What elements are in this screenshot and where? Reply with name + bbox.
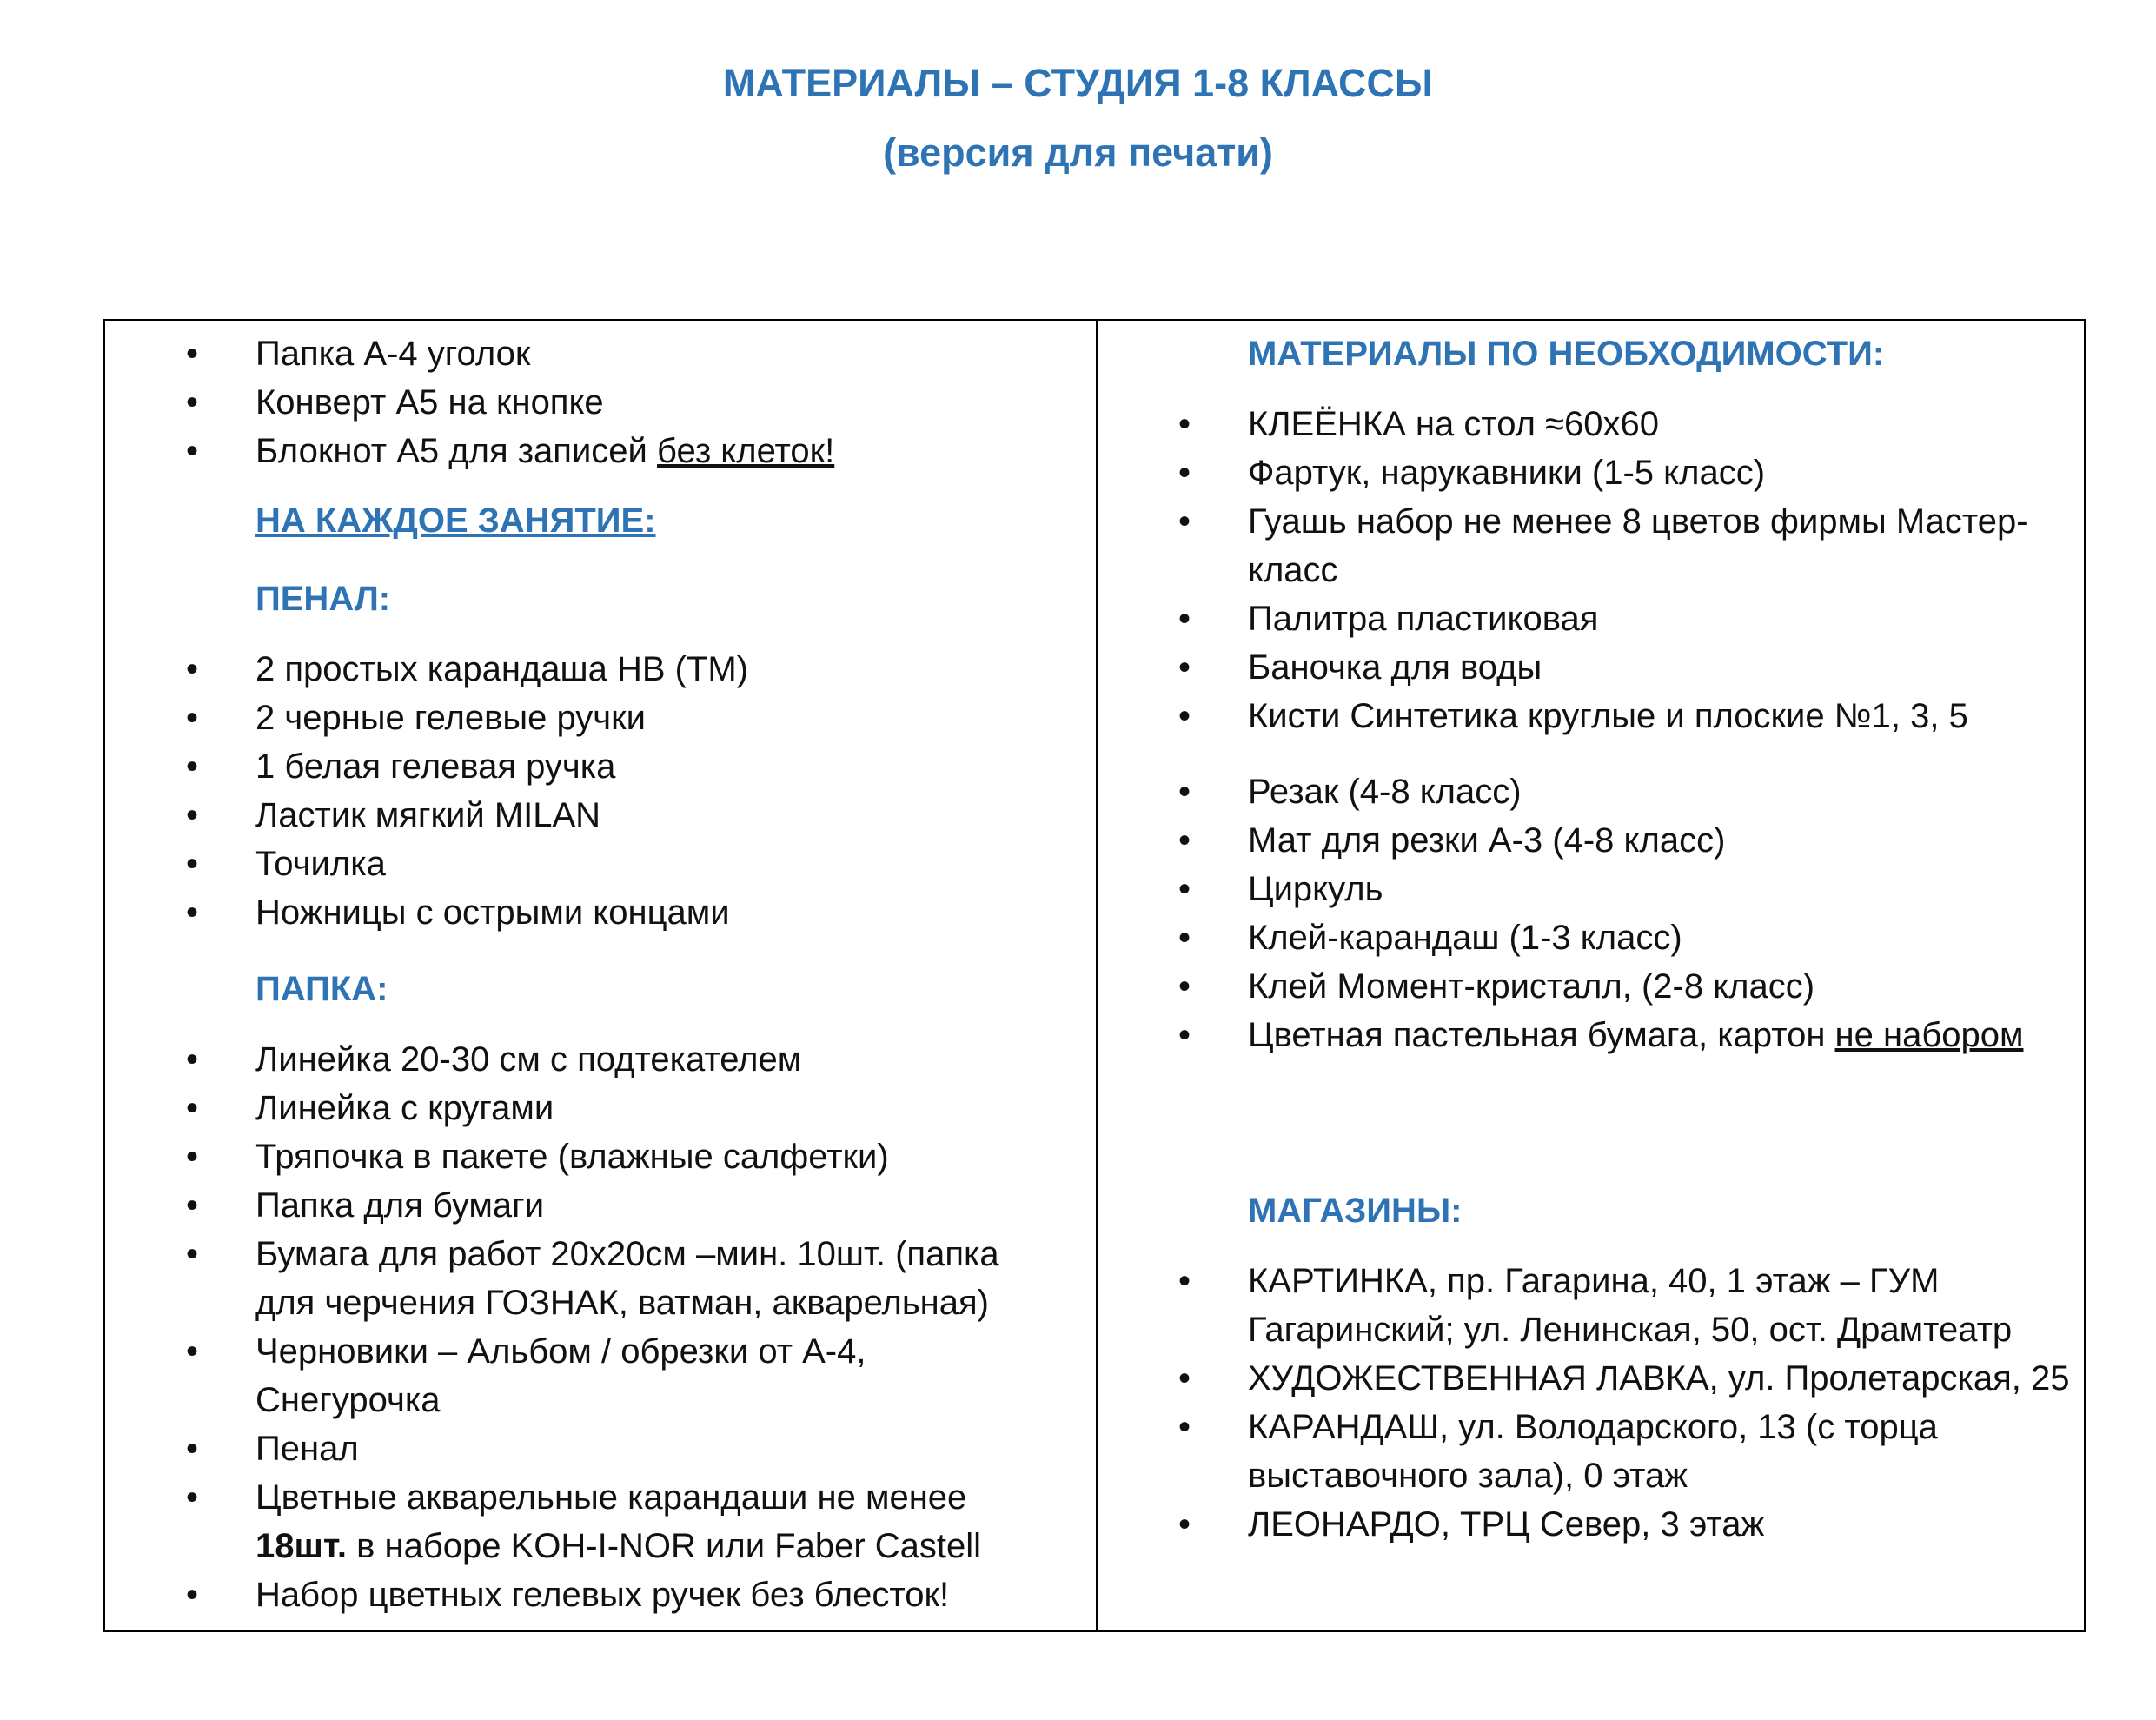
list-item: • Бумага для работ 20х20см –мин. 10шт. (папка для черчения ГОЗНАК, ватман, акварельная) (105, 1230, 1009, 1327)
list-item: • 2 черные гелевые ручки (105, 694, 1096, 742)
shops-heading: МАГАЗИНЫ: (1248, 1192, 1463, 1230)
list-item (105, 1473, 1009, 1571)
each-lesson-heading: НА КАЖДОЕ ЗАНЯТИЕ: (255, 501, 656, 540)
page-subtitle: (версия для печати) (883, 130, 1273, 175)
list-item: • Гуашь набор не менее 8 цветов фирмы Мастер-класс (1098, 497, 2071, 594)
list-item: • ЛЕОНАРДО, ТРЦ Север, 3 этаж (1098, 1500, 2080, 1549)
page-title: МАТЕРИАЛЫ – СТУДИЯ 1-8 КЛАССЫ (722, 61, 1434, 105)
list-item: • Набор цветных гелевых ручек без блесток! (105, 1571, 1009, 1619)
list-item (105, 427, 1096, 475)
notebook-text: Блокнот А5 для записей (255, 432, 658, 470)
list-item: • ХУДОЖЕСТВЕННАЯ ЛАВКА, ул. Пролетарская, 25 (1098, 1354, 2080, 1403)
penal-heading: ПЕНАЛ: (255, 580, 391, 618)
pencils-brands: в наборе KOH-I-NOR или Faber Castell (347, 1527, 982, 1565)
list-item: • Линейка с кругами (105, 1084, 1009, 1132)
shops-list (1098, 1257, 2080, 1549)
needed-list (1098, 400, 2071, 740)
list-item: • КЛЕЁНКА на стол ≈60х60 (1098, 400, 2071, 448)
list-item: • Точилка (105, 840, 1096, 888)
list-item: • 2 простых карандаша НВ (ТМ) (105, 645, 1096, 694)
list-item: • Пенал (105, 1424, 1009, 1473)
list-item: • Линейка 20-30 см с подтекателем (105, 1035, 1009, 1084)
list-item: • Папка для бумаги (105, 1181, 1009, 1230)
list-item: • Палитра пластиковая (1098, 594, 2071, 643)
list-item: • Ножницы с острыми концами (105, 888, 1096, 937)
list-item: • Тряпочка в пакете (влажные салфетки) (105, 1132, 1009, 1181)
extra-list (1098, 767, 2080, 1059)
paper-text: Цветная пастельная бумага, картон (1248, 1016, 1835, 1054)
list-item: • Ластик мягкий MILAN (105, 791, 1096, 840)
list-item: • Конверт А5 на кнопке (105, 378, 1096, 427)
notebook-underlined: без клеток! (657, 432, 835, 470)
list-item: • Папка А-4 уголок (105, 329, 1096, 378)
needed-heading: МАТЕРИАЛЫ ПО НЕОБХОДИМОСТИ: (1248, 335, 1885, 373)
paper-underlined: не набором (1834, 1016, 2024, 1054)
folder-list (105, 1035, 1009, 1619)
list-item (1098, 1011, 2080, 1059)
list-item: • Фартук, нарукавники (1-5 класс) (1098, 448, 2071, 497)
list-item: • Клей-карандаш (1-3 класс) (1098, 913, 2080, 962)
list-item: • Клей Момент-кристалл, (2-8 класс) (1098, 962, 2080, 1011)
list-item: • Циркуль (1098, 865, 2080, 913)
pencils-text: Цветные акварельные карандаши не менее (255, 1478, 967, 1517)
list-item: • Мат для резки А-3 (4-8 класс) (1098, 816, 2080, 865)
list-item: • КАРАНДАШ, ул. Володарского, 13 (с торца выставочного зала), 0 этаж (1098, 1403, 2080, 1500)
list-item: • Черновики – Альбом / обрезки от А-4, Снегурочка (105, 1327, 1009, 1424)
folder-heading: ПАПКА: (255, 970, 388, 1008)
list-item: • Резак (4-8 класс) (1098, 767, 2080, 816)
list-item: • Баночка для воды (1098, 643, 2071, 692)
list-item: • 1 белая гелевая ручка (105, 742, 1096, 791)
penal-list (105, 645, 1096, 937)
pencils-count: 18шт. (255, 1527, 348, 1565)
list-item: • КАРТИНКА, пр. Гагарина, 40, 1 этаж – ГУМ Гагаринский; ул. Ленинская, 50, ост. Драмтеатр (1098, 1257, 2080, 1354)
list-item: • Кисти Синтетика круглые и плоские №1, 3, 5 (1098, 692, 2071, 740)
materials-table (103, 319, 2086, 1632)
intro-list (105, 329, 1096, 475)
